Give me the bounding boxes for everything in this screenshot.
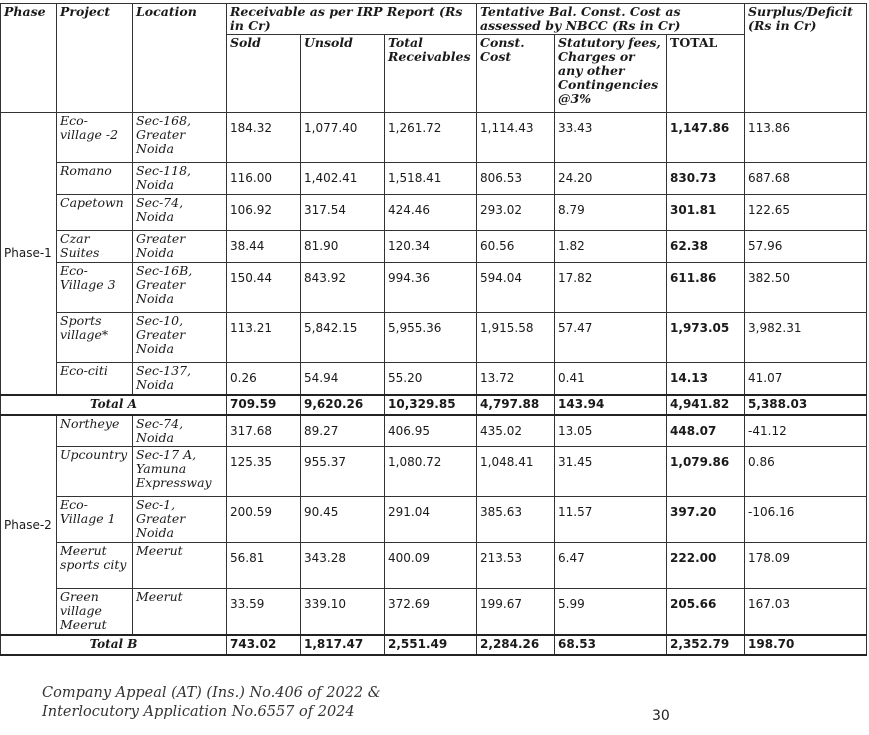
const-cost-cell: 1,048.41 (477, 447, 555, 497)
location-cell: Sec-10, Greater Noida (133, 313, 227, 363)
table-row (1, 589, 867, 635)
total-cost-cell: 830.73 (667, 163, 745, 195)
total-receivables-cell: 120.34 (385, 231, 477, 263)
case-reference-line1: Company Appeal (AT) (Ins.) No.406 of 2022 & (42, 685, 381, 701)
location-cell: Sec-74, Noida (133, 195, 227, 231)
total-receivables-cell: 1,261.72 (385, 113, 477, 163)
total-stat-cell: 143.94 (555, 395, 667, 415)
project-cell: Green village Meerut (57, 589, 133, 635)
surplus-cell: 382.50 (745, 263, 867, 313)
total-cost-cell: 448.07 (667, 415, 745, 447)
table-row (1, 163, 867, 195)
unsold-cell: 5,842.15 (301, 313, 385, 363)
total-cost-cell: 14.13 (667, 363, 745, 395)
total-total-cell: 4,941.82 (667, 395, 745, 415)
total-receivables-cell: 372.69 (385, 589, 477, 635)
surplus-cell: 3,982.31 (745, 313, 867, 363)
total-receivables-cell: 400.09 (385, 543, 477, 589)
total-sold-cell: 743.02 (227, 635, 301, 655)
total-cost-cell: 62.38 (667, 231, 745, 263)
project-cell: Eco-Village 3 (57, 263, 133, 313)
statutory-cell: 5.99 (555, 589, 667, 635)
total-total_rec-cell: 2,551.49 (385, 635, 477, 655)
table-row (1, 195, 867, 231)
header-project: Project (57, 4, 133, 113)
project-cell: Capetown (57, 195, 133, 231)
project-cell: Eco-Village 1 (57, 497, 133, 543)
total-surplus-cell: 198.70 (745, 635, 867, 655)
statutory-cell: 17.82 (555, 263, 667, 313)
unsold-cell: 90.45 (301, 497, 385, 543)
total-cost-cell: 301.81 (667, 195, 745, 231)
const-cost-cell: 199.67 (477, 589, 555, 635)
header-cost-group: Tentative Bal. Const. Cost as assessed by NBCC (Rs in Cr) (477, 4, 745, 35)
header-sold: Sold (227, 35, 301, 113)
header-location: Location (133, 4, 227, 113)
phase1-body (1, 113, 867, 415)
project-cell: Upcountry (57, 447, 133, 497)
total-const-cell: 2,284.26 (477, 635, 555, 655)
surplus-cell: 687.68 (745, 163, 867, 195)
table-row (1, 415, 867, 447)
surplus-cell: 122.65 (745, 195, 867, 231)
unsold-cell: 81.90 (301, 231, 385, 263)
project-cell: Meerut sports city (57, 543, 133, 589)
header-phase: Phase (1, 4, 57, 113)
total-surplus-cell: 5,388.03 (745, 395, 867, 415)
total-cost-cell: 205.66 (667, 589, 745, 635)
table-row (1, 231, 867, 263)
header-unsold: Unsold (301, 35, 385, 113)
total-cost-cell: 397.20 (667, 497, 745, 543)
const-cost-cell: 213.53 (477, 543, 555, 589)
statutory-cell: 31.45 (555, 447, 667, 497)
page-number: 30 (652, 708, 670, 724)
table-row (1, 113, 867, 163)
project-cell: Czar Suites (57, 231, 133, 263)
const-cost-cell: 13.72 (477, 363, 555, 395)
table-row (1, 447, 867, 497)
total-cost-cell: 222.00 (667, 543, 745, 589)
statutory-cell: 8.79 (555, 195, 667, 231)
sold-cell: 33.59 (227, 589, 301, 635)
sold-cell: 38.44 (227, 231, 301, 263)
location-cell: Greater Noida (133, 231, 227, 263)
unsold-cell: 89.27 (301, 415, 385, 447)
sold-cell: 116.00 (227, 163, 301, 195)
unsold-cell: 343.28 (301, 543, 385, 589)
total-sold-cell: 709.59 (227, 395, 301, 415)
location-cell: Sec-118, Noida (133, 163, 227, 195)
sold-cell: 200.59 (227, 497, 301, 543)
sold-cell: 56.81 (227, 543, 301, 589)
location-cell: Sec-1, Greater Noida (133, 497, 227, 543)
unsold-cell: 1,402.41 (301, 163, 385, 195)
location-cell: Sec-137, Noida (133, 363, 227, 395)
const-cost-cell: 1,915.58 (477, 313, 555, 363)
statutory-cell: 33.43 (555, 113, 667, 163)
header-const-cost: Const. Cost (477, 35, 555, 113)
sold-cell: 106.92 (227, 195, 301, 231)
const-cost-cell: 385.63 (477, 497, 555, 543)
total-receivables-cell: 406.95 (385, 415, 477, 447)
total-row (1, 635, 867, 655)
unsold-cell: 1,077.40 (301, 113, 385, 163)
total-unsold-cell: 9,620.26 (301, 395, 385, 415)
header-surplus: Surplus/Deficit (Rs in Cr) (745, 4, 867, 113)
unsold-cell: 54.94 (301, 363, 385, 395)
phase-label: Phase-2 (1, 415, 57, 635)
total-receivables-cell: 5,955.36 (385, 313, 477, 363)
sold-cell: 184.32 (227, 113, 301, 163)
header-receivable-group: Receivable as per IRP Report (Rs in Cr) (227, 4, 477, 35)
header-total: TOTAL (667, 35, 745, 113)
table-row (1, 313, 867, 363)
total-const-cell: 4,797.88 (477, 395, 555, 415)
statutory-cell: 0.41 (555, 363, 667, 395)
header-total-receivables: Total Receivables (385, 35, 477, 113)
project-cell: Eco-village -2 (57, 113, 133, 163)
total-cost-cell: 1,079.86 (667, 447, 745, 497)
sold-cell: 150.44 (227, 263, 301, 313)
total-label: Total B (1, 635, 227, 655)
statutory-cell: 1.82 (555, 231, 667, 263)
surplus-cell: 167.03 (745, 589, 867, 635)
const-cost-cell: 293.02 (477, 195, 555, 231)
surplus-cell: 0.86 (745, 447, 867, 497)
total-total-cell: 2,352.79 (667, 635, 745, 655)
const-cost-cell: 806.53 (477, 163, 555, 195)
total-cost-cell: 1,973.05 (667, 313, 745, 363)
location-cell: Sec-16B, Greater Noida (133, 263, 227, 313)
total-receivables-cell: 994.36 (385, 263, 477, 313)
surplus-cell: -41.12 (745, 415, 867, 447)
total-label: Total A (1, 395, 227, 415)
const-cost-cell: 594.04 (477, 263, 555, 313)
total-receivables-cell: 424.46 (385, 195, 477, 231)
surplus-cell: 41.07 (745, 363, 867, 395)
location-cell: Sec-74, Noida (133, 415, 227, 447)
project-cell: Sports village* (57, 313, 133, 363)
sold-cell: 113.21 (227, 313, 301, 363)
total-total_rec-cell: 10,329.85 (385, 395, 477, 415)
location-cell: Meerut (133, 543, 227, 589)
total-cost-cell: 1,147.86 (667, 113, 745, 163)
total-receivables-cell: 1,080.72 (385, 447, 477, 497)
phase-label: Phase-1 (1, 113, 57, 395)
sold-cell: 125.35 (227, 447, 301, 497)
total-receivables-cell: 55.20 (385, 363, 477, 395)
header-statutory: Statutory fees, Charges or any other Contingencies @3% (555, 35, 667, 113)
statutory-cell: 24.20 (555, 163, 667, 195)
project-cell: Romano (57, 163, 133, 195)
statutory-cell: 6.47 (555, 543, 667, 589)
surplus-cell: 57.96 (745, 231, 867, 263)
unsold-cell: 339.10 (301, 589, 385, 635)
table-row (1, 263, 867, 313)
project-cell: Eco-citi (57, 363, 133, 395)
total-receivables-cell: 1,518.41 (385, 163, 477, 195)
total-unsold-cell: 1,817.47 (301, 635, 385, 655)
project-cell: Northeye (57, 415, 133, 447)
statutory-cell: 11.57 (555, 497, 667, 543)
location-cell: Meerut (133, 589, 227, 635)
statutory-cell: 57.47 (555, 313, 667, 363)
unsold-cell: 317.54 (301, 195, 385, 231)
table-row (1, 497, 867, 543)
project-financials-table (0, 3, 867, 656)
surplus-cell: 178.09 (745, 543, 867, 589)
surplus-cell: 113.86 (745, 113, 867, 163)
location-cell: Sec-168, Greater Noida (133, 113, 227, 163)
case-reference (42, 684, 381, 722)
table-row (1, 363, 867, 395)
location-cell: Sec-17 A, Yamuna Expressway (133, 447, 227, 497)
total-stat-cell: 68.53 (555, 635, 667, 655)
sold-cell: 317.68 (227, 415, 301, 447)
phase2-body (1, 415, 867, 655)
sold-cell: 0.26 (227, 363, 301, 395)
statutory-cell: 13.05 (555, 415, 667, 447)
unsold-cell: 843.92 (301, 263, 385, 313)
total-receivables-cell: 291.04 (385, 497, 477, 543)
total-cost-cell: 611.86 (667, 263, 745, 313)
table-row (1, 543, 867, 589)
total-row (1, 395, 867, 415)
surplus-cell: -106.16 (745, 497, 867, 543)
const-cost-cell: 435.02 (477, 415, 555, 447)
unsold-cell: 955.37 (301, 447, 385, 497)
case-reference-line2: Interlocutory Application No.6557 of 2024 (42, 704, 355, 720)
const-cost-cell: 60.56 (477, 231, 555, 263)
const-cost-cell: 1,114.43 (477, 113, 555, 163)
